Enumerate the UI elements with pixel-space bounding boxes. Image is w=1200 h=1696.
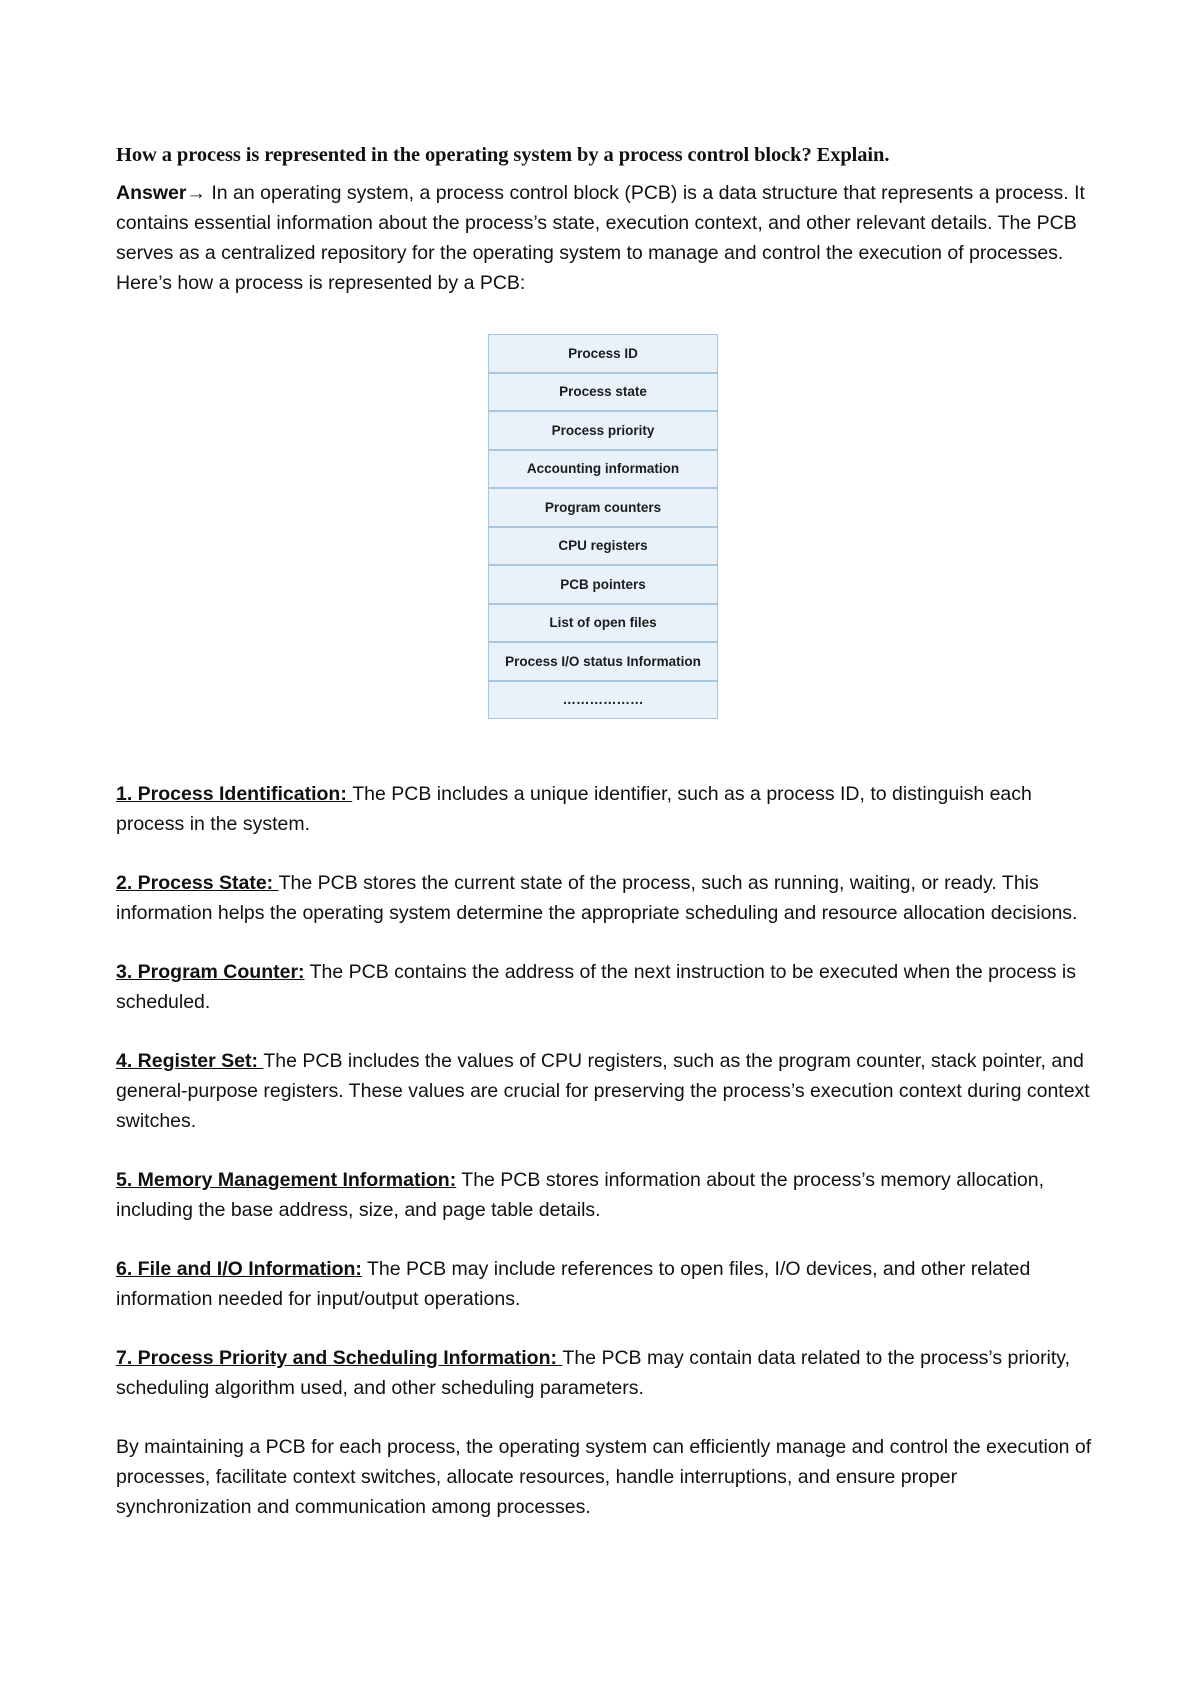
document-content: [116, 140, 1096, 1522]
pcb-row: [489, 450, 718, 489]
pcb-field: ………………: [489, 681, 718, 719]
item-heading: 7. Process Priority and Scheduling Information:: [116, 1347, 563, 1369]
item-heading: 1. Process Identification:: [116, 783, 353, 805]
item-text: The PCB stores the current state of the process, such as running, waiting, or ready. This information helps the operating system determine the appropriate scheduling and resource allocation decisions.: [116, 872, 1078, 924]
item-heading: 3. Program Counter:: [116, 961, 305, 983]
list-item: [116, 779, 1096, 839]
pcb-row: [489, 604, 718, 643]
item-text: The PCB includes a unique identifier, such as a process ID, to distinguish each process in the system.: [116, 783, 1032, 835]
answer-paragraph: [116, 178, 1096, 298]
question-heading: How a process is represented in the operating system by a process control block? Explain.: [116, 144, 890, 166]
pcb-field: Process ID: [568, 345, 638, 361]
pcb-field: Program counters: [489, 488, 718, 527]
item-heading: 5. Memory Management Information:: [116, 1169, 457, 1191]
item-text: The PCB may contain data related to the process’s priority, scheduling algorithm used, and other scheduling parameters.: [116, 1347, 1071, 1399]
pcb-field: CPU registers: [489, 527, 718, 566]
answer-text: In an operating system, a process control block (PCB) is a data structure that represents a process. It contains essential information about the process’s state, execution context, and other relevant details. The PCB serves as a centralized repository for the operating system to manage and control the execution of processes. Here’s how a process is represented by a PCB:: [116, 182, 1085, 294]
item-text: The PCB stores information about the process’s memory allocation, including the base address, size, and page table details.: [116, 1169, 1045, 1221]
list-item: [116, 1046, 1096, 1136]
pcb-component-list: [116, 779, 1096, 1403]
pcb-field: Accounting information: [489, 450, 718, 489]
pcb-row: [489, 642, 718, 681]
pcb-table: [488, 334, 718, 719]
conclusion-paragraph: By maintaining a PCB for each process, the operating system can efficiently manage and control the execution of processes, facilitate context switches, allocate resources, handle interruptions, and ensure proper synchronization and communication among processes.: [116, 1436, 1092, 1518]
list-item: [116, 1254, 1096, 1314]
pcb-field: Process priority: [489, 411, 718, 450]
pcb-field: PCB pointers: [489, 565, 718, 604]
answer-label: Answer→: [116, 182, 206, 204]
list-item: [116, 868, 1096, 928]
list-item: [116, 1343, 1096, 1403]
item-heading: 4. Register Set:: [116, 1050, 264, 1072]
pcb-field: Process I/O status Information: [489, 642, 718, 681]
pcb-row: [489, 373, 718, 412]
pcb-row: [489, 411, 718, 450]
item-text: The PCB contains the address of the next instruction to be executed when the process is scheduled.: [116, 961, 1076, 1013]
list-item: [116, 1165, 1096, 1225]
item-heading: 6. File and I/O Information:: [116, 1258, 362, 1280]
item-text: The PCB may include references to open files, I/O devices, and other related information needed for input/output operations.: [116, 1258, 1031, 1310]
pcb-row: [489, 488, 718, 527]
pcb-field: Process state: [489, 373, 718, 412]
pcb-field: List of open files: [489, 604, 718, 643]
pcb-diagram: [488, 334, 718, 719]
pcb-row: [489, 527, 718, 566]
pcb-row: [489, 335, 718, 373]
item-text: The PCB includes the values of CPU registers, such as the program counter, stack pointer, and general-purpose registers. These values are crucial for preserving the process’s execution context during context switches.: [116, 1050, 1090, 1132]
list-item: [116, 957, 1096, 1017]
item-heading: 2. Process State:: [116, 872, 279, 894]
pcb-row: [489, 565, 718, 604]
pcb-row: [489, 681, 718, 719]
